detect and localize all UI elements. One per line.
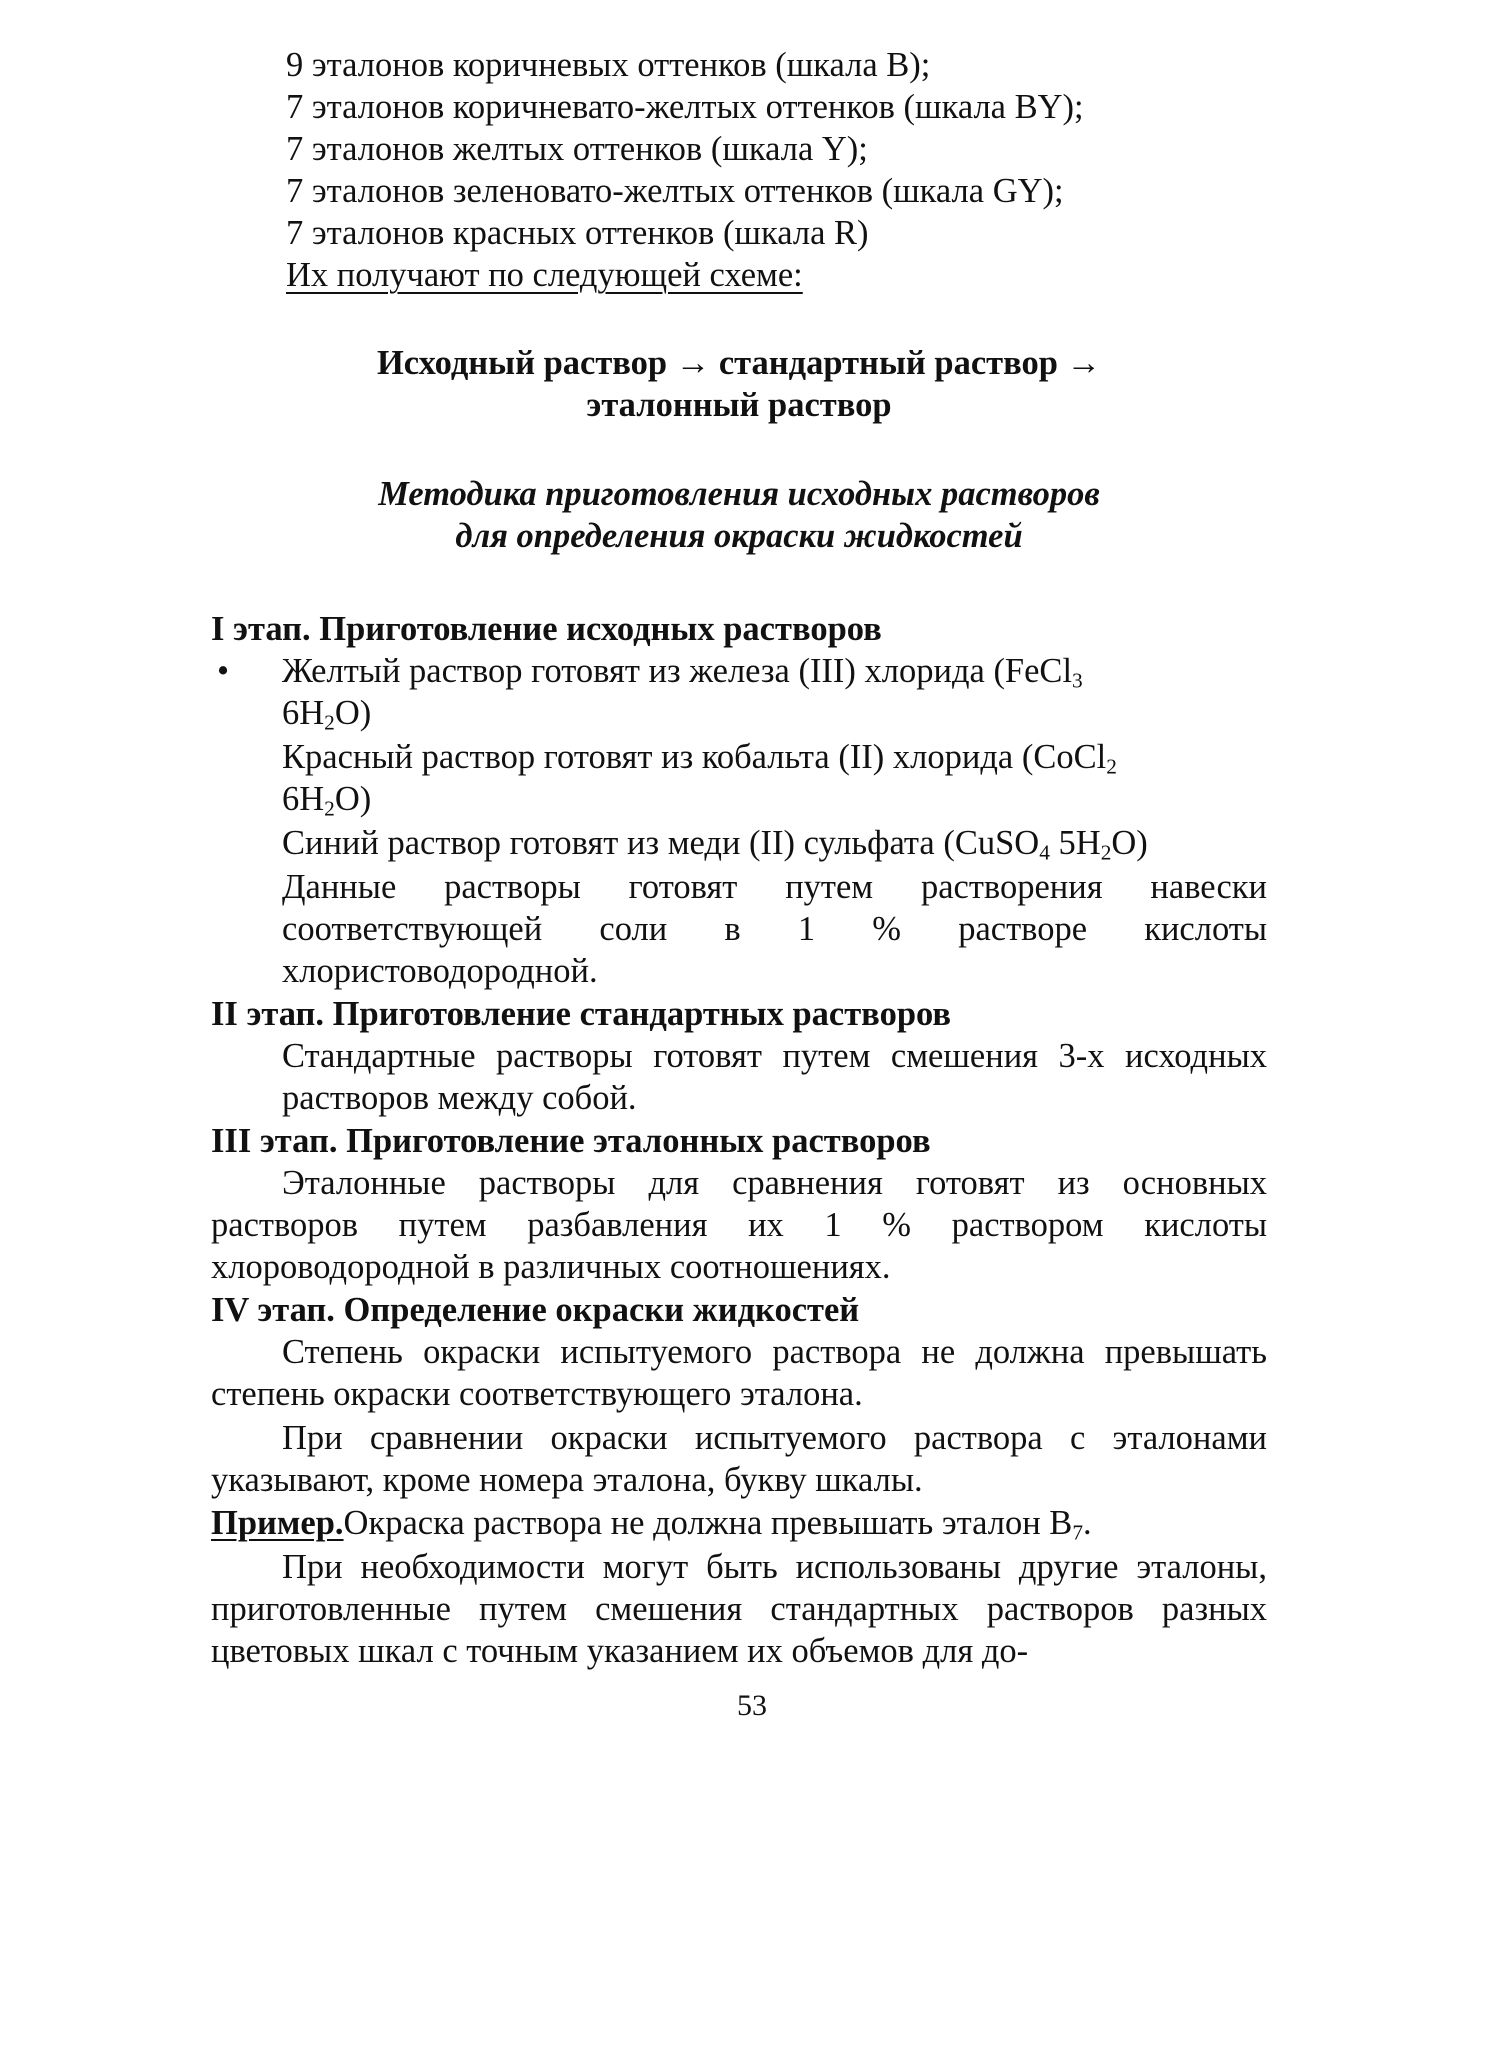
blue-solution-end: O)	[1111, 824, 1148, 862]
formula-subscript: 2	[1106, 754, 1117, 779]
red-solution-hydrate-end: O)	[334, 780, 372, 818]
example-paragraph	[211, 1502, 1267, 1544]
stage-1-note: Данные растворы готовят путем растворения навески соответствующей соли в 1 % растворе кислоты хлористоводородной.	[282, 868, 1267, 990]
example-label: Пример.	[211, 1504, 344, 1542]
stage-3-heading: III этап. Приготовление эталонных растворов	[211, 1122, 931, 1160]
yellow-solution-hydrate-end: O)	[334, 694, 372, 732]
blue-solution-item	[211, 822, 1267, 864]
yellow-solution-hydrate: 6H	[282, 694, 325, 732]
page-number: 53	[737, 1689, 767, 1722]
red-solution-hydrate: 6H	[282, 780, 325, 818]
yellow-solution-item	[211, 650, 1267, 734]
formula-subscript: 3	[1072, 668, 1083, 693]
red-solution-text: Красный раствор готовят из кобальта (II) хлорида (CoCl	[282, 738, 1107, 776]
stage-2-text: Стандартные растворы готовят путем смешения 3-х исходных растворов между собой.	[282, 1037, 1267, 1117]
scale-list	[211, 44, 1267, 296]
example-end: .	[1083, 1504, 1092, 1542]
stage-4-heading: IV этап. Определение окраски жидкостей	[211, 1291, 860, 1329]
yellow-solution-text: Желтый раствор готовят из железа (III) хлорида (FeCl	[282, 652, 1073, 690]
stage-4-text-2: При сравнении окраски испытуемого раствора с эталонами указывают, кроме номера эталона, букву шкалы.	[211, 1419, 1267, 1499]
final-paragraph: При необходимости могут быть использованы другие эталоны, приготовленные путем смешения стандартных растворов разных цветовых шкал с точным указанием их объемов для до-	[211, 1548, 1267, 1670]
method-title	[211, 473, 1267, 557]
scale-item: 7 эталонов желтых оттенков (шкала Y);	[286, 130, 868, 168]
method-title-line-1: Методика приготовления исходных растворов	[378, 475, 1100, 513]
scheme-block	[211, 342, 1267, 426]
formula-subscript: 4	[1039, 840, 1050, 865]
scale-item: 7 эталонов коричневато-желтых оттенков (шкала BY);	[286, 88, 1084, 126]
stage-3-text: Эталонные растворы для сравнения готовят из основных растворов путем разбавления их 1 % раствором кислоты хлороводородной в различных соотношениях.	[211, 1164, 1267, 1286]
page-content	[211, 44, 1267, 1673]
scale-item: 7 эталонов зеленовато-желтых оттенков (шкала GY);	[286, 172, 1064, 210]
scheme-line-2: эталонный раствор	[586, 386, 892, 424]
method-title-line-2: для определения окраски жидкостей	[455, 517, 1023, 555]
formula-subscript: 2	[1100, 840, 1112, 865]
stage-2-heading: II этап. Приготовление стандартных растворов	[211, 995, 952, 1033]
scale-item: 7 эталонов красных оттенков (шкала R)	[286, 214, 869, 252]
example-text: Окраска раствора не должна превышать эталон B	[343, 1504, 1073, 1542]
blue-solution-text: Синий раствор готовят из меди (II) сульфата (CuSO	[282, 824, 1040, 862]
formula-subscript: 7	[1072, 1520, 1083, 1545]
formula-subscript: 2	[324, 796, 335, 821]
blue-solution-hydrate: 5H	[1049, 824, 1101, 862]
scheme-intro: Их получают по следующей схеме:	[286, 256, 803, 294]
stage-1-heading: I этап. Приготовление исходных растворов	[211, 610, 882, 648]
bullet-icon: •	[217, 652, 230, 690]
scheme-line-1: Исходный раствор → стандартный раствор →	[376, 344, 1102, 382]
stage-4-text-1: Степень окраски испытуемого раствора не должна превышать степень окраски соответствующего эталона.	[211, 1333, 1267, 1413]
scheme-intro-line	[286, 254, 1267, 296]
red-solution-item	[211, 736, 1267, 820]
scale-item: 9 эталонов коричневых оттенков (шкала B);	[286, 46, 931, 84]
formula-subscript: 2	[324, 710, 335, 735]
